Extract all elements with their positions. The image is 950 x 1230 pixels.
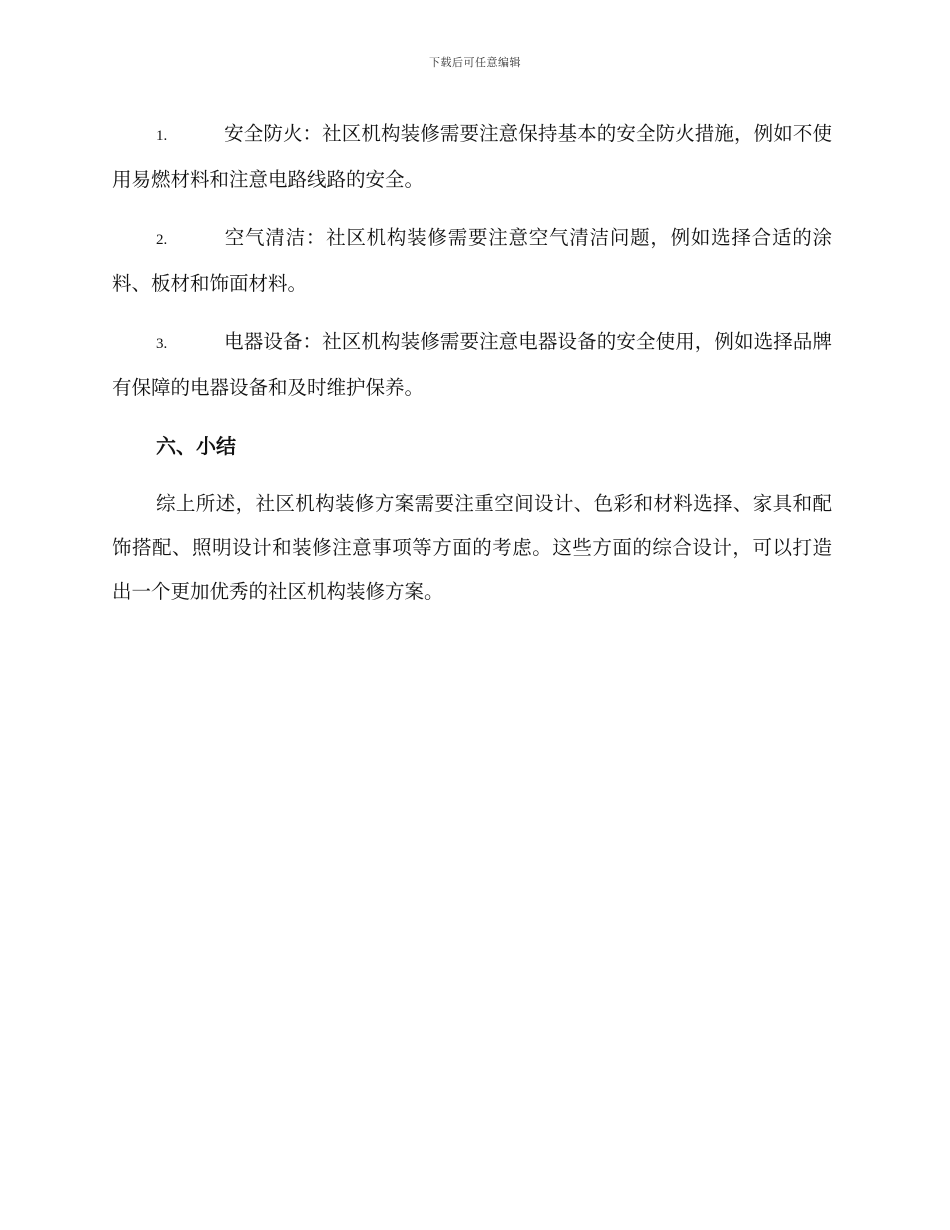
page-header: 下载后可任意编辑: [429, 56, 521, 69]
document-body: [112, 112, 832, 614]
section-heading: 六、小结: [156, 434, 236, 458]
list-item-number: 3.: [156, 336, 168, 352]
list-item-number: 2.: [156, 232, 168, 248]
list-item-text: 电器设备：社区机构装修需要注意电器设备的安全使用，例如选择品牌有保障的电器设备和及时维护保养。: [112, 330, 832, 399]
list-item-text: 空气清洁：社区机构装修需要注意空气清洁问题，例如选择合适的涂料、板材和饰面材料。: [112, 226, 832, 295]
summary-paragraph: 综上所述，社区机构装修方案需要注重空间设计、色彩和材料选择、家具和配饰搭配、照明设计和装修注意事项等方面的考虑。这些方面的综合设计，可以打造出一个更加优秀的社区机构装修方案。: [112, 492, 832, 603]
list-item: [112, 216, 832, 306]
list-item-text: 安全防火：社区机构装修需要注意保持基本的安全防火措施，例如不使用易燃材料和注意电路线路的安全。: [112, 122, 832, 191]
list-item: [112, 112, 832, 202]
list-item-number: 1.: [156, 128, 168, 144]
list-item: [112, 320, 832, 410]
